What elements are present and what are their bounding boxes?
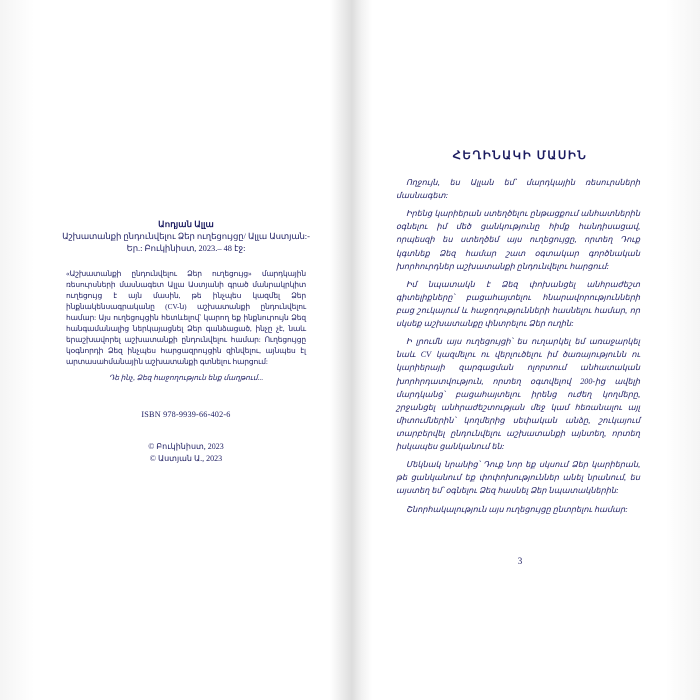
copyright-line-publisher: © Բուկինիստ, 2023 (148, 442, 224, 452)
cip-record (62, 218, 310, 255)
cip-title: Աշխատանքի ընդունվելու Ձեր ուղեցույցը/ Ալլա Աստյան:- Եր.: Բուկինիստ, 2023.– 48 էջ: (62, 232, 310, 254)
chapter-heading: ՀԵՂԻՆԱԿԻ ՄԱՍԻՆ (452, 150, 588, 162)
cip-author: Աոդյան Ալլա (158, 219, 214, 229)
paragraph: Իմ նպատակն է Ձեզ փոխանցել անհրաժեշտ գիտելիքները՝ բացահայտելու հնարավորությունների բաց շուկայում և հաջողությունների հասնելու համար, որ սկսեք աշխատանքը փնտրելու Ձեր ուղին: (396, 279, 640, 329)
paragraph: Մեկնակ նրանից՝ Դուք նոր եք սկսում Ձեր կարիերան, թե ցանկանում եք փոփոխություններ անել նրանում, ես այստեղ եմ՝ օգնելու Ձեզ հասնել Ձեր նպատակներին: (396, 460, 640, 496)
left-page (34, 0, 334, 700)
copyright-block (62, 218, 310, 465)
copyright-lines (62, 441, 310, 465)
paragraph: Ի լրումն այս ուղեցույցի՝ ես ուղարկել եմ առաջարկել նաև CV կազմելու ու վերլուծելու իմ ծառայությունն ու կարիերայի զարգացման ոլորտում անհատական խորհրդատվություն, որտեղ օգտվելով 200-ից ավելի մարդկանց՝ բացահայտելու իրենց ուժեղ կողմերը, շրջանցել անհրաժեշտության մեջ կամ հեռանալու այլ միտումներին՝ կողմերից սեփական անձը, շուկայում տարբերվել ընդունվելու աշխատանքի այնտեղ, որտեղ իսկապես ցանկանում են: (396, 337, 640, 452)
right-edge-shading (666, 0, 700, 700)
annotation-body: «Աշխատանքի ընդունվելու Ձեր ուղեցույց» մարդկային ռեսուրսների մասնագետ Ալլա Աստյանի գրած մանրակրկիտ ուղեցույց է այն մասին, թե ինչպես կազմել Ձեր ինքնակենսագրականը (CV-ն) աշխատանքի ընդունվելու համար: Այս ուղեցույցին հետևելով՝ կարող եք ինքնուրույն Ձեզ հանգամանալից ներկայացնել Ձեր գանձացած, ինչը չէ, նաև երաշխավորել աշխատանքի ընդունվելու համար: Ուղեցույցը կօգնորդի Ձեզ ինչպես հարցազրույցին զինվելու, այնպես էլ արտասահմանային աշխատանքի գտնելու հարցում: (66, 269, 306, 366)
copyright-line-author: © Աստյան Ա., 2023 (149, 454, 223, 464)
paragraph: Շնորհակալություն այս ուղեցույցը ընտրելու համար: (406, 504, 628, 514)
paragraph: Իրենց կարիերան ստեղծելու ընթացքում անհատներին օգնելու իմ մեծ ցանկությունը հիմք հանդիսացավ, որպեսզի ես ստեղծեմ այս ուղեցույցը, որտեղ Դուք կգտնեք Ձեզ համար շատ օգտակար գործնական խորհուրդներ աշխատանքի ընդունվելու հարցում: (396, 209, 640, 271)
book-gutter (330, 0, 372, 700)
annotation-text (62, 269, 310, 384)
page-number: 3 (517, 556, 523, 566)
chapter-body (396, 176, 640, 521)
paragraph: Ողջույն, ես Ալլան եմ՝ մարդկային ռեսուրսների մասնագետ: (396, 178, 640, 201)
annotation-closing: Դե ինչ, Ձեզ հաջողություն ենք մաղթում... (108, 373, 264, 383)
isbn-line: ISBN 978-9939-66-402-6 (141, 410, 231, 420)
right-page (372, 0, 668, 700)
left-edge-shading (0, 0, 34, 700)
